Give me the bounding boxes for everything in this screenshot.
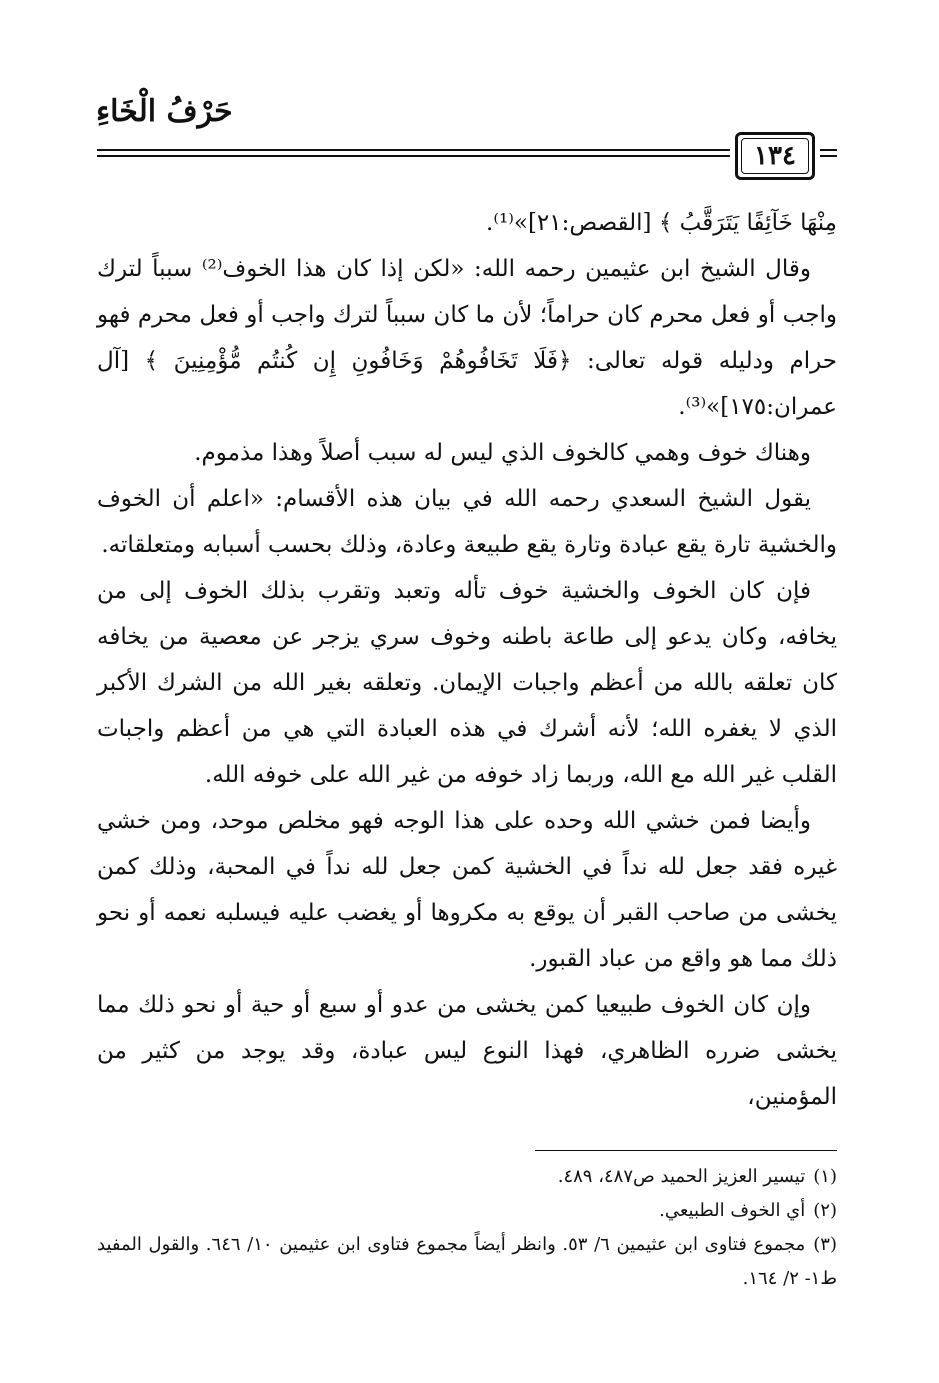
- header-rule-bottom-left: [97, 155, 730, 157]
- footnote-number: (٣): [813, 1234, 837, 1255]
- paragraph-saadi-quote: يقول الشيخ السعدي رحمه الله في بيان هذه الأقسام: «اعلم أن الخوف والخشية تارة يقع عبادة وتارة يقع طبيعة وعادة، وذلك بحسب أسبابه ومتعلقاته.: [97, 486, 837, 558]
- footnote-text: تيسير العزيز الحميد ص٤٨٧، ٤٨٩.: [557, 1166, 806, 1187]
- footnote-item: [97, 1160, 837, 1194]
- paragraph-ibn-uthaymeen: وقال الشيخ ابن عثيمين رحمه الله: «لكن إذا كان هذا الخوف⁽²⁾ سبباً لترك واجب أو فعل محرم كان حراماً؛ لأن ما كان سبباً لترك واجب أو فعل محرم فهو حرام ودليله قوله تعالى: ﴿فَلَا تَخَافُوهُمْ وَخَافُونِ إِن كُنتُم مُّؤْمِنِينَ ﴾ [آل عمران:١٧٥]»⁽³⁾.: [97, 256, 837, 420]
- footnote-item: [97, 1228, 837, 1296]
- footnote-number: (٢): [813, 1200, 837, 1221]
- paragraph-natural-fear: وإن كان الخوف طبيعيا كمن يخشى من عدو أو سبع أو حية أو نحو ذلك مما يخشى ضرره الظاهري، فهذا النوع ليس عبادة، وقد يوجد من كثير من المؤمنين،: [97, 992, 837, 1110]
- paragraph-verse-end: مِنْهَا خَآئِفًا يَتَرَقَّبُ ﴾ [القصص:٢١]»⁽¹⁾.: [486, 210, 837, 236]
- main-text: [97, 200, 837, 1120]
- chapter-title: حَرْفُ الْخَاءِ: [96, 94, 233, 129]
- page-number: ١٣٤: [735, 132, 815, 180]
- paragraph-illusory-fear: وهناك خوف وهمي كالخوف الذي ليس له سبب أصلاً وهذا مذموم.: [194, 440, 811, 466]
- paragraph-worship-fear: فإن كان الخوف والخشية خوف تأله وتعبد وتقرب بذلك الخوف إلى من يخافه، وكان يدعو إلى طاعة باطنه وخوف سري يزجر عن معصية من يخافه كان تعلقه بالله من أعظم واجبات الإيمان. وتعلقه بغير الله من الشرك الأكبر الذي لا يغفره الله؛ لأنه أشرك في هذه العبادة التي هي من أعظم واجبات القلب غير الله مع الله، وربما زاد خوفه من غير الله على خوفه الله.: [97, 578, 837, 788]
- header-rule-bottom-right: [820, 155, 837, 157]
- footnotes: [97, 1160, 837, 1296]
- footnote-separator: [535, 1150, 837, 1151]
- header-rule-top-left: [97, 149, 730, 151]
- footnote-text: أي الخوف الطبيعي.: [659, 1200, 806, 1221]
- footnote-text: مجموع فتاوى ابن عثيمين ٦/ ٥٣. وانظر أيضاً مجموع فتاوى ابن عثيمين ١٠/ ٦٤٦. والقول المفيد ط١- ٢/ ١٦٤.: [97, 1234, 837, 1289]
- footnote-number: (١): [813, 1166, 837, 1187]
- paragraph-sincere-fear: وأيضا فمن خشي الله وحده على هذا الوجه فهو مخلص موحد، ومن خشي غيره فقد جعل لله نداً في الخشية كمن جعل لله نداً في المحبة، وذلك كمن يخشى من صاحب القبر أن يوقع به مكروها أو يغضب عليه فيسلبه نعمه أو نحو ذلك مما هو واقع من عباد القبور.: [97, 808, 837, 972]
- footnote-item: [97, 1194, 837, 1228]
- header-rule-top-right: [820, 149, 837, 151]
